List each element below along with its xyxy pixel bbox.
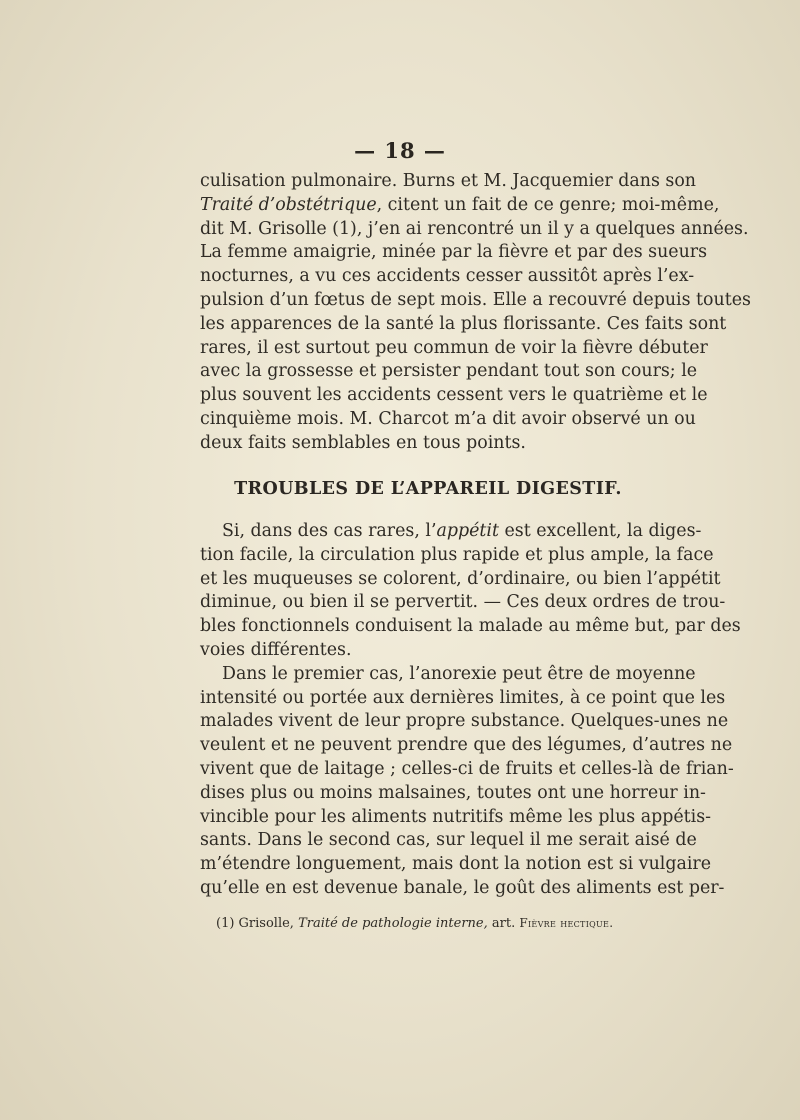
text-line: voies différentes. xyxy=(200,639,352,660)
text-line: les apparences de la santé la plus florissante. Ces faits sont xyxy=(200,313,727,334)
paragraph-appetite xyxy=(200,520,741,901)
text-line: intensité ou portée aux dernières limites, à ce point que les xyxy=(200,687,726,708)
footnote-article: Fièvre hectique. xyxy=(519,916,614,930)
footnote-title: Traité de pathologie interne, xyxy=(298,916,488,931)
text-line: veulent et ne peuvent prendre que des légumes, d’autres ne xyxy=(200,735,733,756)
text-line: deux faits semblables en tous points. xyxy=(200,432,526,453)
text-line: vivent que de laitage ; celles-ci de fruits et celles-là de frian- xyxy=(200,758,734,779)
text-line: avec la grossesse et persister pendant tout son cours; le xyxy=(200,361,698,382)
text-line: dit M. Grisolle (1), j’en ai rencontré un il y a quelques années. xyxy=(200,218,749,239)
text-line-with-title xyxy=(200,194,720,218)
page-number: — 18 — xyxy=(354,138,446,163)
section-heading: TROUBLES DE L’APPAREIL DIGESTIF. xyxy=(234,479,622,499)
text-line: pulsion d’un fœtus de sept mois. Elle a recouvré depuis toutes xyxy=(200,289,751,310)
text-line: sants. Dans le second cas, sur lequel il me serait aisé de xyxy=(200,830,697,851)
book-title: Traité d’obstétrique xyxy=(200,194,377,215)
text-fragment: Si, dans des cas rares, l’ xyxy=(222,521,437,541)
text-line: malades vivent de leur propre substance. Quelques-unes ne xyxy=(200,711,729,732)
text-line: bles fonctionnels conduisent la malade au même but, par des xyxy=(200,616,741,637)
text-fragment: est excellent, la diges- xyxy=(498,521,702,541)
text-line: La femme amaigrie, minée par la fièvre et par des sueurs xyxy=(200,242,708,263)
text-line: cinquième mois. M. Charcot m’a dit avoir observé un ou xyxy=(200,408,696,429)
text-fragment: , citent un fait de ce genre; moi-même, xyxy=(376,194,720,215)
text-line: Dans le premier cas, l’anorexie peut être de moyenne xyxy=(222,663,696,684)
footnote-text: art. xyxy=(491,916,516,931)
text-line: rares, il est surtout peu commun de voir la fièvre débuter xyxy=(200,337,708,358)
text-line: qu’elle en est devenue banale, le goût des aliments est per- xyxy=(200,877,725,898)
text-line: tion facile, la circulation plus rapide et plus ample, la face xyxy=(200,544,714,565)
text-line: nocturnes, a vu ces accidents cesser aussitôt après l’ex- xyxy=(200,266,695,287)
emphasis-appetit: appétit xyxy=(436,521,499,541)
paragraph-continuation xyxy=(200,170,751,456)
text-line-with-emphasis xyxy=(200,520,702,544)
footnote xyxy=(216,916,656,931)
footnote-marker: (1) Grisolle, xyxy=(216,916,294,931)
text-line: dises plus ou moins malsaines, toutes ont une horreur in- xyxy=(200,782,706,803)
text-line: et les muqueuses se colorent, d’ordinaire, ou bien l’appétit xyxy=(200,568,721,589)
text-line: plus souvent les accidents cessent vers le quatrième et le xyxy=(200,385,708,406)
text-line: culisation pulmonaire. Burns et M. Jacquemier dans son xyxy=(200,171,697,191)
text-line: m’étendre longuement, mais dont la notion est si vulgaire xyxy=(200,854,712,875)
text-line: vincible pour les aliments nutritifs même les plus appétis- xyxy=(200,806,711,827)
text-line: diminue, ou bien il se pervertit. — Ces deux ordres de trou- xyxy=(200,592,726,613)
